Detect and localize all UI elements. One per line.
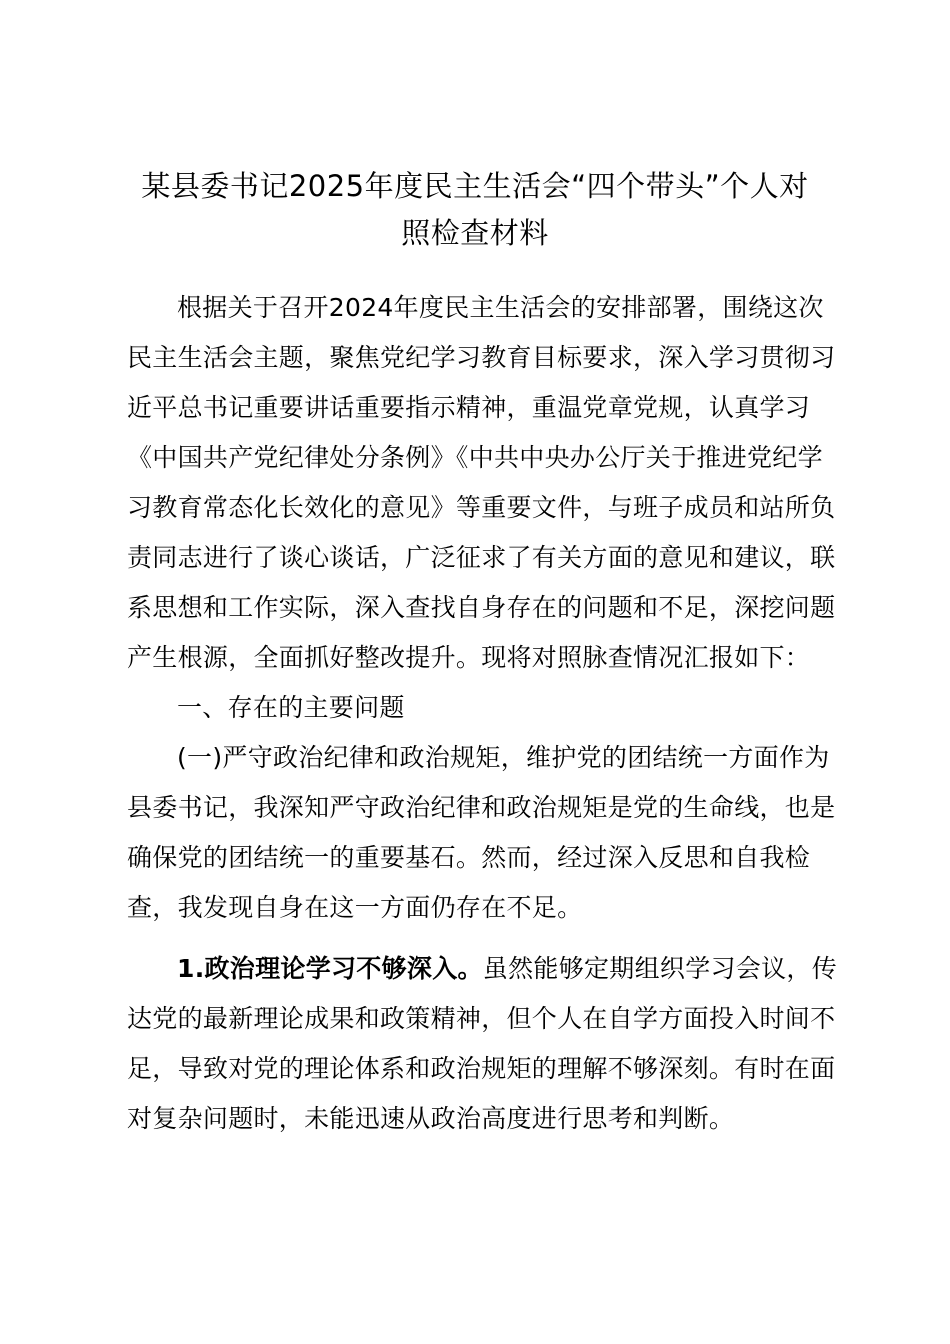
document-title (100, 163, 850, 257)
title-line-2: 照检查材料 (401, 216, 549, 250)
document-body (127, 283, 839, 1144)
intro-paragraph: 根据关于召开2024年度民主生活会的安排部署，围绕这次民主生活会主题，聚焦党纪学习教育目标要求，深入学习贯彻习近平总书记重要讲话重要指示精神，重温党章党规，认真学习《中国共产党纪律处分条例》《中共中央办公厅关于推进党纪学习教育常态化长效化的意见》等重要文件，与班子成员和站所负责同志进行了谈心谈话，广泛征求了有关方面的意见和建议，联系思想和工作实际，深入查找自身存在的问题和不足，深挖问题产生根源，全面抓好整改提升。现将对照脉查情况汇报如下： (127, 293, 836, 672)
point-1-lead: 1.政治理论学习不够深入。 (177, 954, 483, 983)
point-1-paragraph (127, 944, 839, 1144)
title-line-1: 某县委书记2025年度民主生活会“四个带头”个人对 (141, 169, 809, 203)
section-heading: 一、存在的主要问题 (177, 693, 405, 722)
point-1-text: 虽然能够定期组织学习会议，传达党的最新理论成果和政策精神，但个人在自学方面投入时间不足，导致对党的理论体系和政治规矩的理解不够深刻。有时在面对复杂问题时，未能迅速从政治高度进行思考和判断。 (127, 954, 837, 1133)
subsection-paragraph: (一)严守政治纪律和政治规矩，维护党的团结统一方面作为县委书记，我深知严守政治纪律和政治规矩是党的生命线，也是确保党的团结统一的重要基石。然而，经过深入反思和自我检查，我发现自身在这一方面仍存在不足。 (127, 743, 836, 922)
